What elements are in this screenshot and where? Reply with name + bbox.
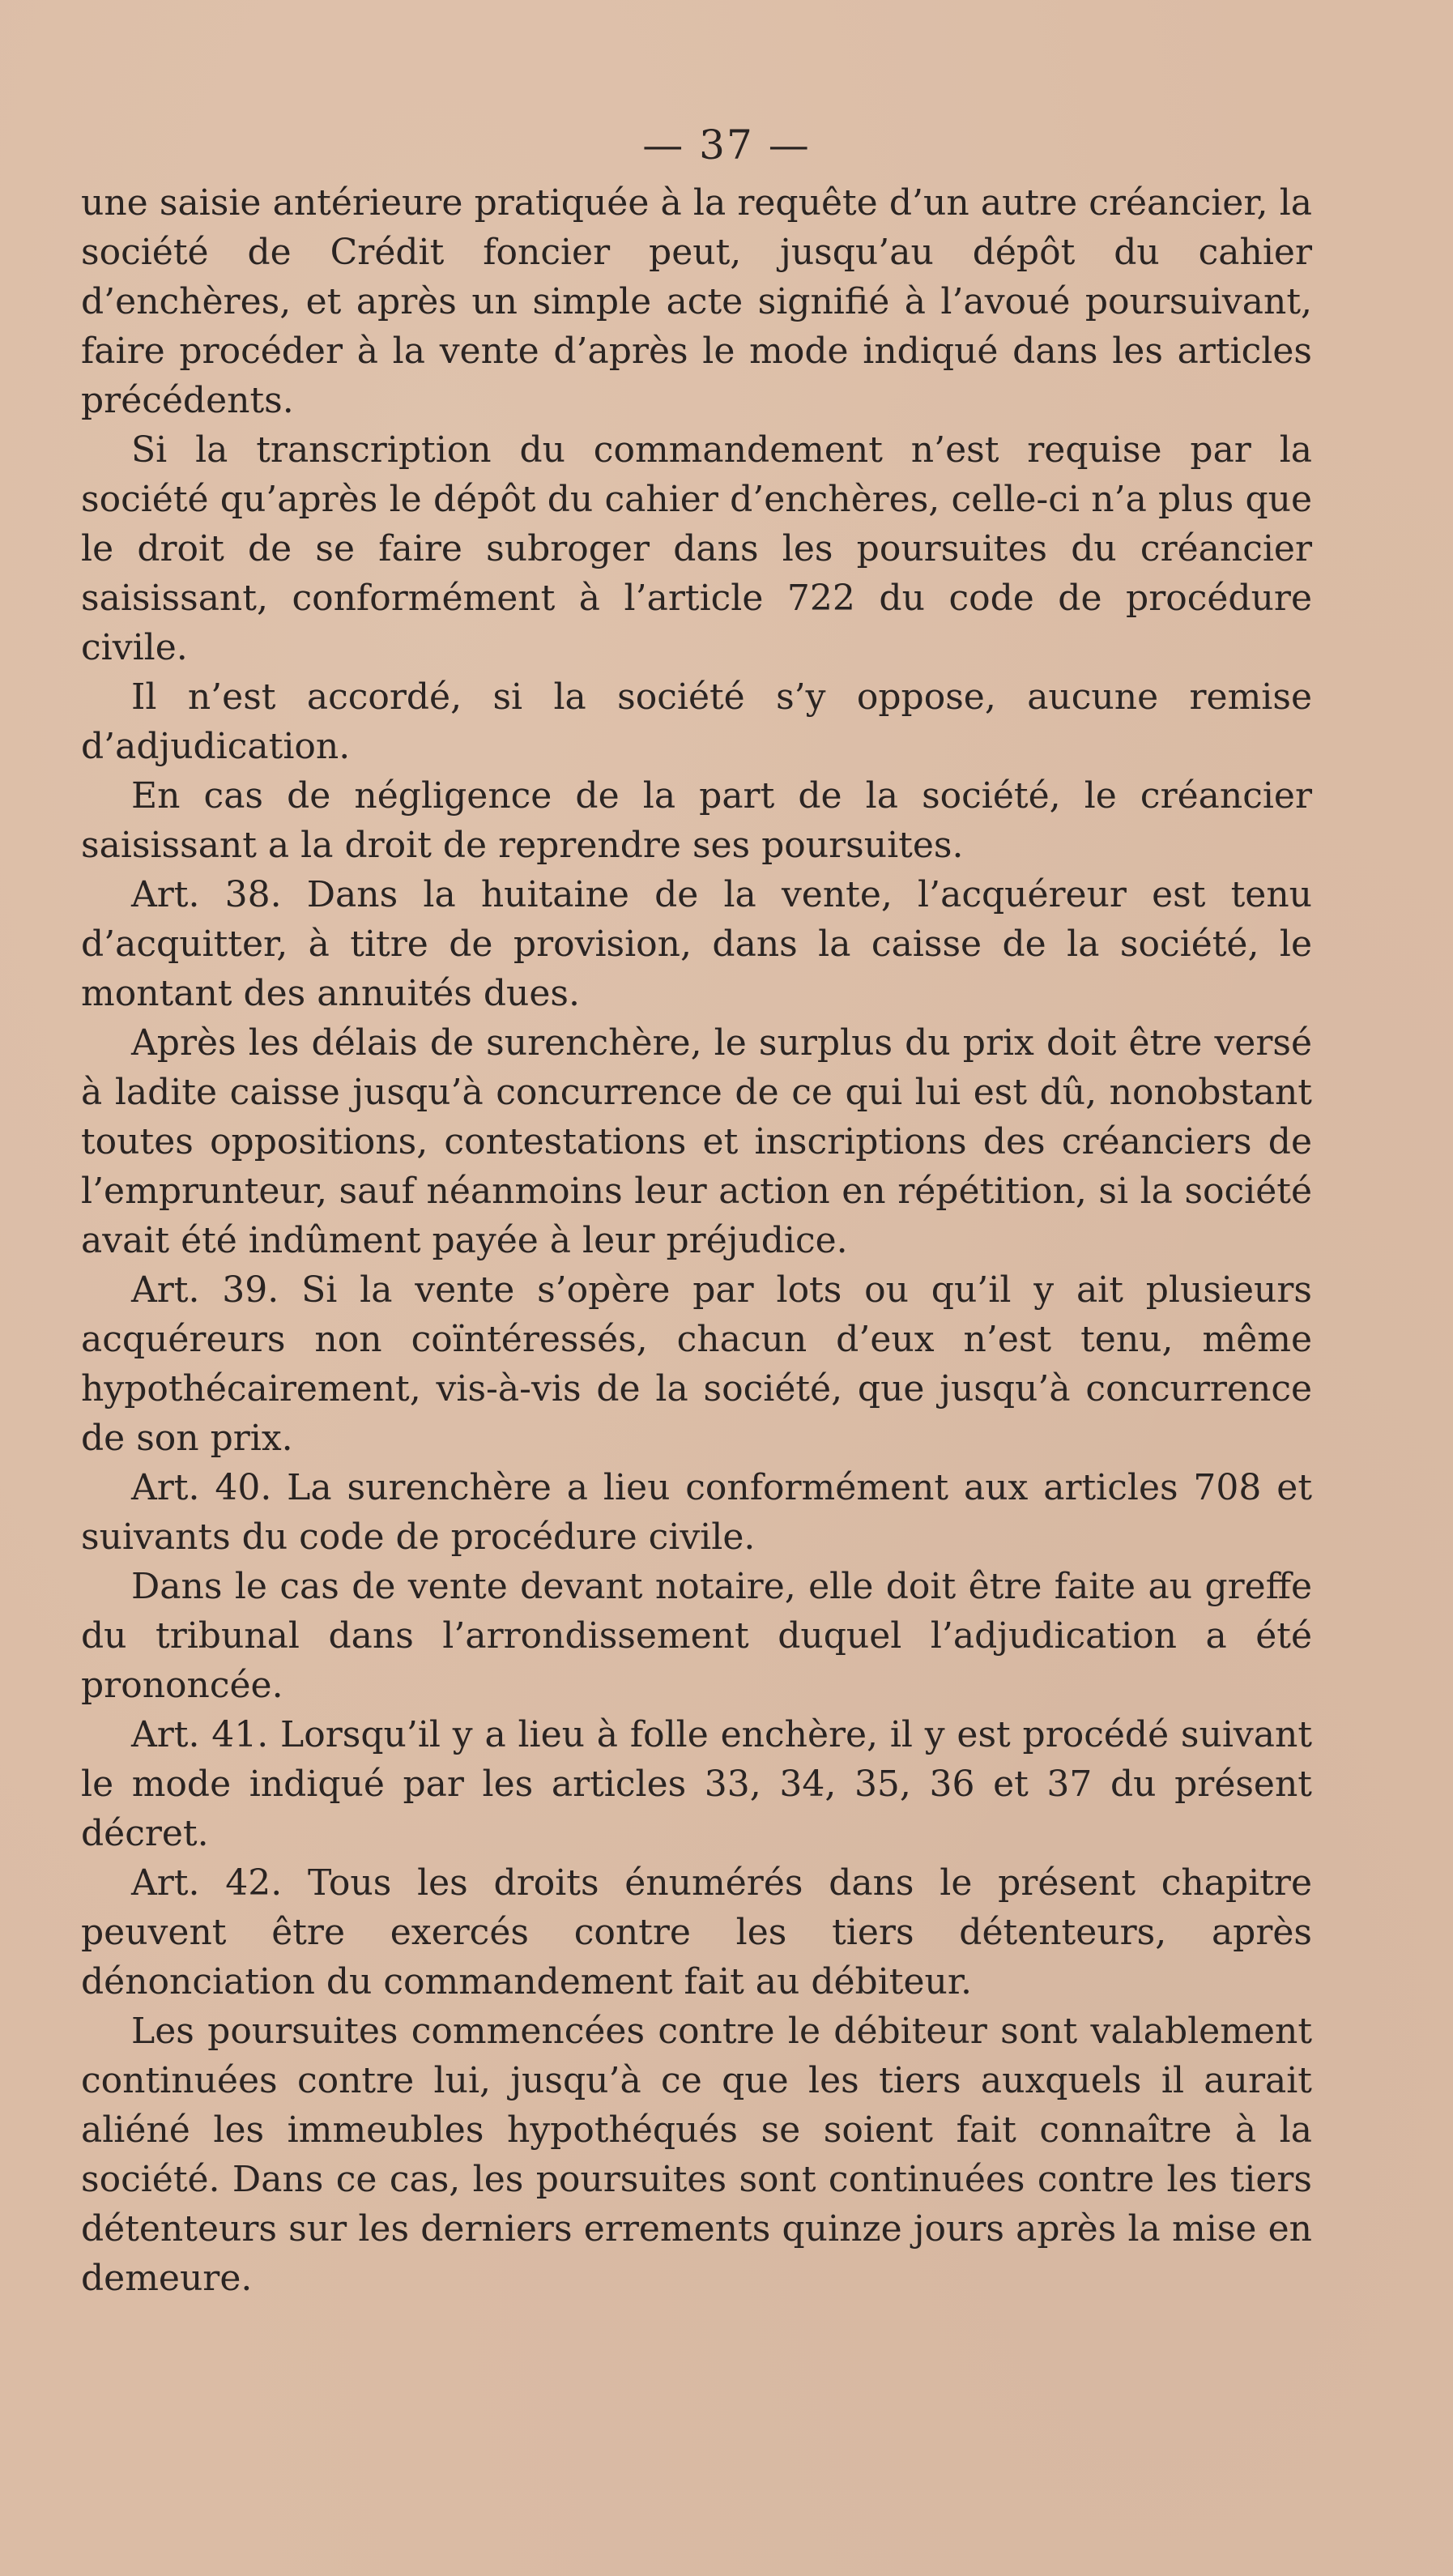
- article-40-paragraph: Art. 40. La surenchère a lieu conformément aux articles 708 et suivants du code de procédure civile.: [81, 1467, 1312, 1558]
- paragraph: Si la transcription du commandement n’est requise par la société qu’après le dépôt du cahier d’enchères, celle-ci n’a plus que le droit de se faire subroger dans les poursuites du créancier saisissant, conformément à l’article 722 du code de procédure civile.: [81, 429, 1312, 668]
- page-number: — 37 —: [642, 122, 811, 168]
- article-41-paragraph: Art. 41. Lorsqu’il y a lieu à folle enchère, il y est procédé suivant le mode indiqué par les articles 33, 34, 35, 36 et 37 du présent décret.: [81, 1714, 1312, 1854]
- paragraph: Les poursuites commencées contre le débiteur sont valablement continuées contre lui, jusqu’à ce que les tiers auxquels il aurait aliéné les immeubles hypothéqués se soient fait connaître à la société. Dans ce cas, les poursuites sont continuées contre les tiers détenteurs sur les derniers errements quinze jours après la mise en demeure.: [81, 2011, 1312, 2299]
- paragraph: En cas de négligence de la part de la société, le créancier saisissant a la droit de reprendre ses poursuites.: [81, 775, 1312, 866]
- paragraph: Dans le cas de vente devant notaire, elle doit être faite au greffe du tribunal dans l’arrondissement duquel l’adjudication a été prononcée.: [81, 1566, 1312, 1706]
- article-38-paragraph: Art. 38. Dans la huitaine de la vente, l’acquéreur est tenu d’acquitter, à titre de provision, dans la caisse de la société, le montant des annuités dues.: [81, 874, 1312, 1014]
- paragraph: une saisie antérieure pratiquée à la requête d’un autre créancier, la société de Crédit foncier peut, jusqu’au dépôt du cahier d’enchères, et après un simple acte signifié à l’avoué poursuivant, faire procéder à la vente d’après le mode indiqué dans les articles précédents.: [81, 182, 1312, 421]
- paragraph: Après les délais de surenchère, le surplus du prix doit être versé à ladite caisse jusqu’à concurrence de ce qui lui est dû, nonobstant toutes oppositions, contestations et inscriptions des créanciers de l’emprunteur, sauf néanmoins leur action en répétition, si la société avait été indûment payée à leur préjudice.: [81, 1022, 1312, 1261]
- article-42-paragraph: Art. 42. Tous les droits énumérés dans le présent chapitre peuvent être exercés contre les tiers détenteurs, après dénonciation du commandement fait au débiteur.: [81, 1862, 1312, 2002]
- body-text: [81, 178, 1312, 2303]
- paragraph: Il n’est accordé, si la société s’y oppose, aucune remise d’adjudication.: [81, 676, 1312, 767]
- article-39-paragraph: Art. 39. Si la vente s’opère par lots ou qu’il y ait plusieurs acquéreurs non coïntéressés, chacun d’eux n’est tenu, même hypothécairement, vis-à-vis de la société, que jusqu’à concurrence de son prix.: [81, 1269, 1312, 1459]
